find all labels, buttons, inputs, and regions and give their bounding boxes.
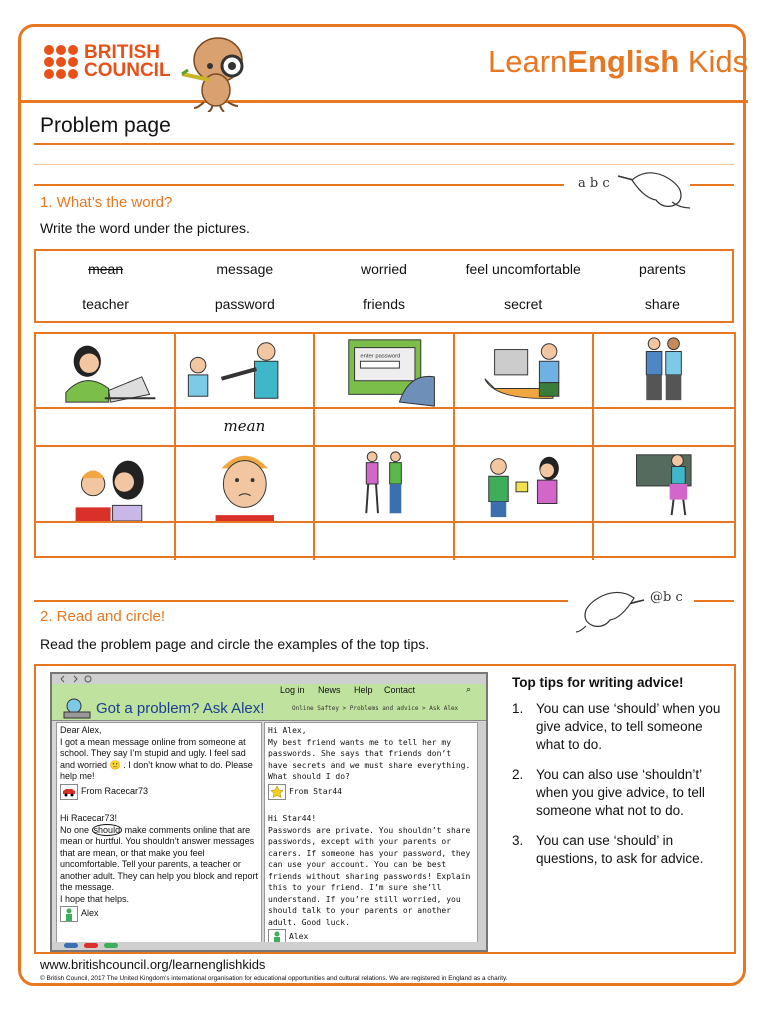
picture-two-friends [315, 447, 455, 523]
picture-worried-girl-laptop [36, 334, 176, 409]
picture-teacher-blackboard [594, 447, 734, 523]
picture-two-men [594, 334, 734, 409]
word-mean: mean [88, 260, 124, 277]
answer-cell-10[interactable] [594, 523, 734, 560]
lek-bold: English [567, 44, 680, 79]
browser-scrollbar[interactable] [478, 722, 486, 944]
writing-hand-icon [612, 166, 692, 222]
page-title: Problem page [40, 114, 171, 137]
right-reply-greeting: Hi Star44! [268, 814, 317, 823]
left-greeting: Dear Alex, [60, 725, 102, 735]
section2-rule [34, 600, 568, 602]
left-reply [60, 825, 258, 894]
browser-window [50, 672, 488, 952]
tip-text: You can use ‘should’ when you give advice, to tell someone what to do. [536, 701, 721, 752]
mascot-icon [180, 30, 252, 112]
search-icon[interactable]: ⌕ [466, 684, 472, 694]
answer-cell-2[interactable] [176, 409, 316, 447]
tip-number: 3. [512, 833, 524, 848]
word-password: password [214, 295, 275, 312]
section1-instruction: Write the word under the pictures. [40, 220, 250, 236]
left-reply-close: I hope that helps. [60, 893, 130, 904]
left-sign: Alex [81, 908, 99, 919]
word-share: share [644, 295, 680, 312]
header-divider [20, 100, 748, 103]
tips-heading: Top tips for writing advice! [512, 675, 684, 690]
word-friends: friends [362, 295, 405, 312]
circled-should: should [93, 824, 121, 835]
right-signature [268, 784, 474, 800]
car-icon [60, 784, 78, 800]
left-alex-signature [60, 906, 258, 922]
right-question: What should I do? [268, 772, 350, 781]
answer-cell-3[interactable] [315, 409, 455, 447]
star-icon [268, 784, 286, 800]
section2-abc: @b c [650, 590, 683, 605]
right-post [264, 722, 478, 944]
right-sign: Alex [289, 932, 309, 942]
title-rule-light [34, 164, 734, 165]
word-bank [34, 249, 734, 323]
section2-title: 2. Read and circle! [40, 608, 166, 625]
section2-rule-right [694, 600, 734, 602]
word-secret: secret [504, 295, 543, 312]
browser-banner [52, 698, 486, 721]
banner-title: Got a problem? Ask Alex! [96, 700, 265, 717]
tip-text: You can also use ‘shouldn’t’ when you give advice, to tell someone what not to do. [536, 767, 705, 818]
password-screen-text: enter password [360, 353, 401, 360]
browser-statusbar [52, 942, 486, 950]
lek-prefix: Learn [488, 44, 568, 79]
answer-cell-6[interactable] [36, 523, 176, 560]
title-rule [34, 143, 734, 145]
word-message: message [216, 260, 274, 277]
section1-rule [34, 184, 564, 186]
reply-post: make comments online that are mean or hurtful. You shouldn’t answer messages that are mean, or that make you feel uncomfortable. Tell your parents, a teacher or another adult. They can help you block and report the message. [60, 824, 258, 892]
answer-cell-1[interactable] [36, 409, 176, 447]
left-reply-greeting: Hi Racecar73! [60, 813, 118, 823]
lek-suffix: Kids [679, 44, 749, 79]
left-post [56, 722, 262, 944]
bc-dots-icon [44, 45, 78, 79]
footer-url[interactable]: www.britishcouncil.org/learnenglishkids [40, 957, 266, 972]
section1-abc: a b c [578, 176, 610, 191]
nav-login[interactable]: Log in [280, 685, 305, 695]
picture-whispering-secret [36, 447, 176, 523]
writing-hand-icon-2 [574, 586, 650, 638]
footer-copyright: © British Council, 2017 The United Kingdom’s international organisation for educational opportunities and cultural relations. We are registered in England as a charity. [40, 975, 508, 982]
learnenglish-kids-logo [488, 44, 748, 80]
right-from: From Star44 [289, 786, 342, 796]
nav-contact[interactable]: Contact [384, 685, 416, 695]
tip-item [512, 832, 730, 868]
right-letter: My best friend wants me to tell her my passwords. She says that friends don’t have secrets and we must share everything. [268, 737, 471, 770]
picture-grid [34, 332, 736, 558]
section1-rule-right [690, 184, 734, 186]
example-answer: mean [223, 417, 266, 435]
word-worried: worried [361, 260, 407, 277]
person-icon [60, 906, 78, 922]
tip-number: 1. [512, 701, 524, 716]
tip-text: You can use ‘should’ in questions, to ask for advice. [536, 833, 704, 866]
globe-laptop-icon [60, 698, 94, 720]
left-letter: I got a mean message online from someone at school. They say I’m stupid and ugly. I feel sad and worried 🙁 . I don’t know what to do. Please help me! [60, 736, 253, 781]
picture-worried-boy [176, 447, 316, 523]
british-council-logo [44, 44, 171, 80]
answer-cell-8[interactable] [315, 523, 455, 560]
section2-instruction: Read the problem page and circle the examples of the top tips. [40, 636, 430, 652]
breadcrumb: Online Saftey > Problems and advice > Ask Alex [292, 705, 459, 712]
answer-cell-5[interactable] [594, 409, 734, 447]
tip-number: 2. [512, 767, 524, 782]
reply-pre: No one [60, 824, 90, 835]
bc-line1: BRITISH [84, 42, 160, 63]
browser-nav [52, 684, 486, 698]
word-feel-uncomfortable: feel uncomfortable [465, 260, 581, 277]
answer-cell-4[interactable] [455, 409, 595, 447]
word-teacher: teacher [82, 295, 129, 312]
nav-help[interactable]: Help [354, 685, 373, 695]
bc-line2: COUNCIL [84, 60, 171, 81]
tip-item [512, 700, 730, 754]
picture-sharing [455, 447, 595, 523]
right-greeting: Hi Alex, [268, 726, 307, 735]
picture-password-screen [315, 334, 455, 409]
answer-cell-7[interactable] [176, 523, 316, 560]
picture-boy-pointing [176, 334, 316, 409]
picture-boy-at-computer [455, 334, 595, 409]
left-from: From Racecar73 [81, 785, 149, 796]
nav-news[interactable]: News [318, 685, 341, 695]
answer-cell-9[interactable] [455, 523, 595, 560]
top-tips [512, 674, 730, 880]
tip-item [512, 766, 730, 820]
section1-title: 1. What’s the word? [40, 194, 173, 211]
left-signature [60, 784, 258, 800]
right-reply: Passwords are private. You shouldn’t share passwords, except with your parents or carers. If someone has your password, they can use your account. You can be best friends without sharing passwords! Explain this to your friend. I’m sure she’ll understand. If you’re still worried, you should talk to your parents or another adult. Good luck. [268, 825, 471, 927]
word-parents: parents [639, 260, 686, 277]
